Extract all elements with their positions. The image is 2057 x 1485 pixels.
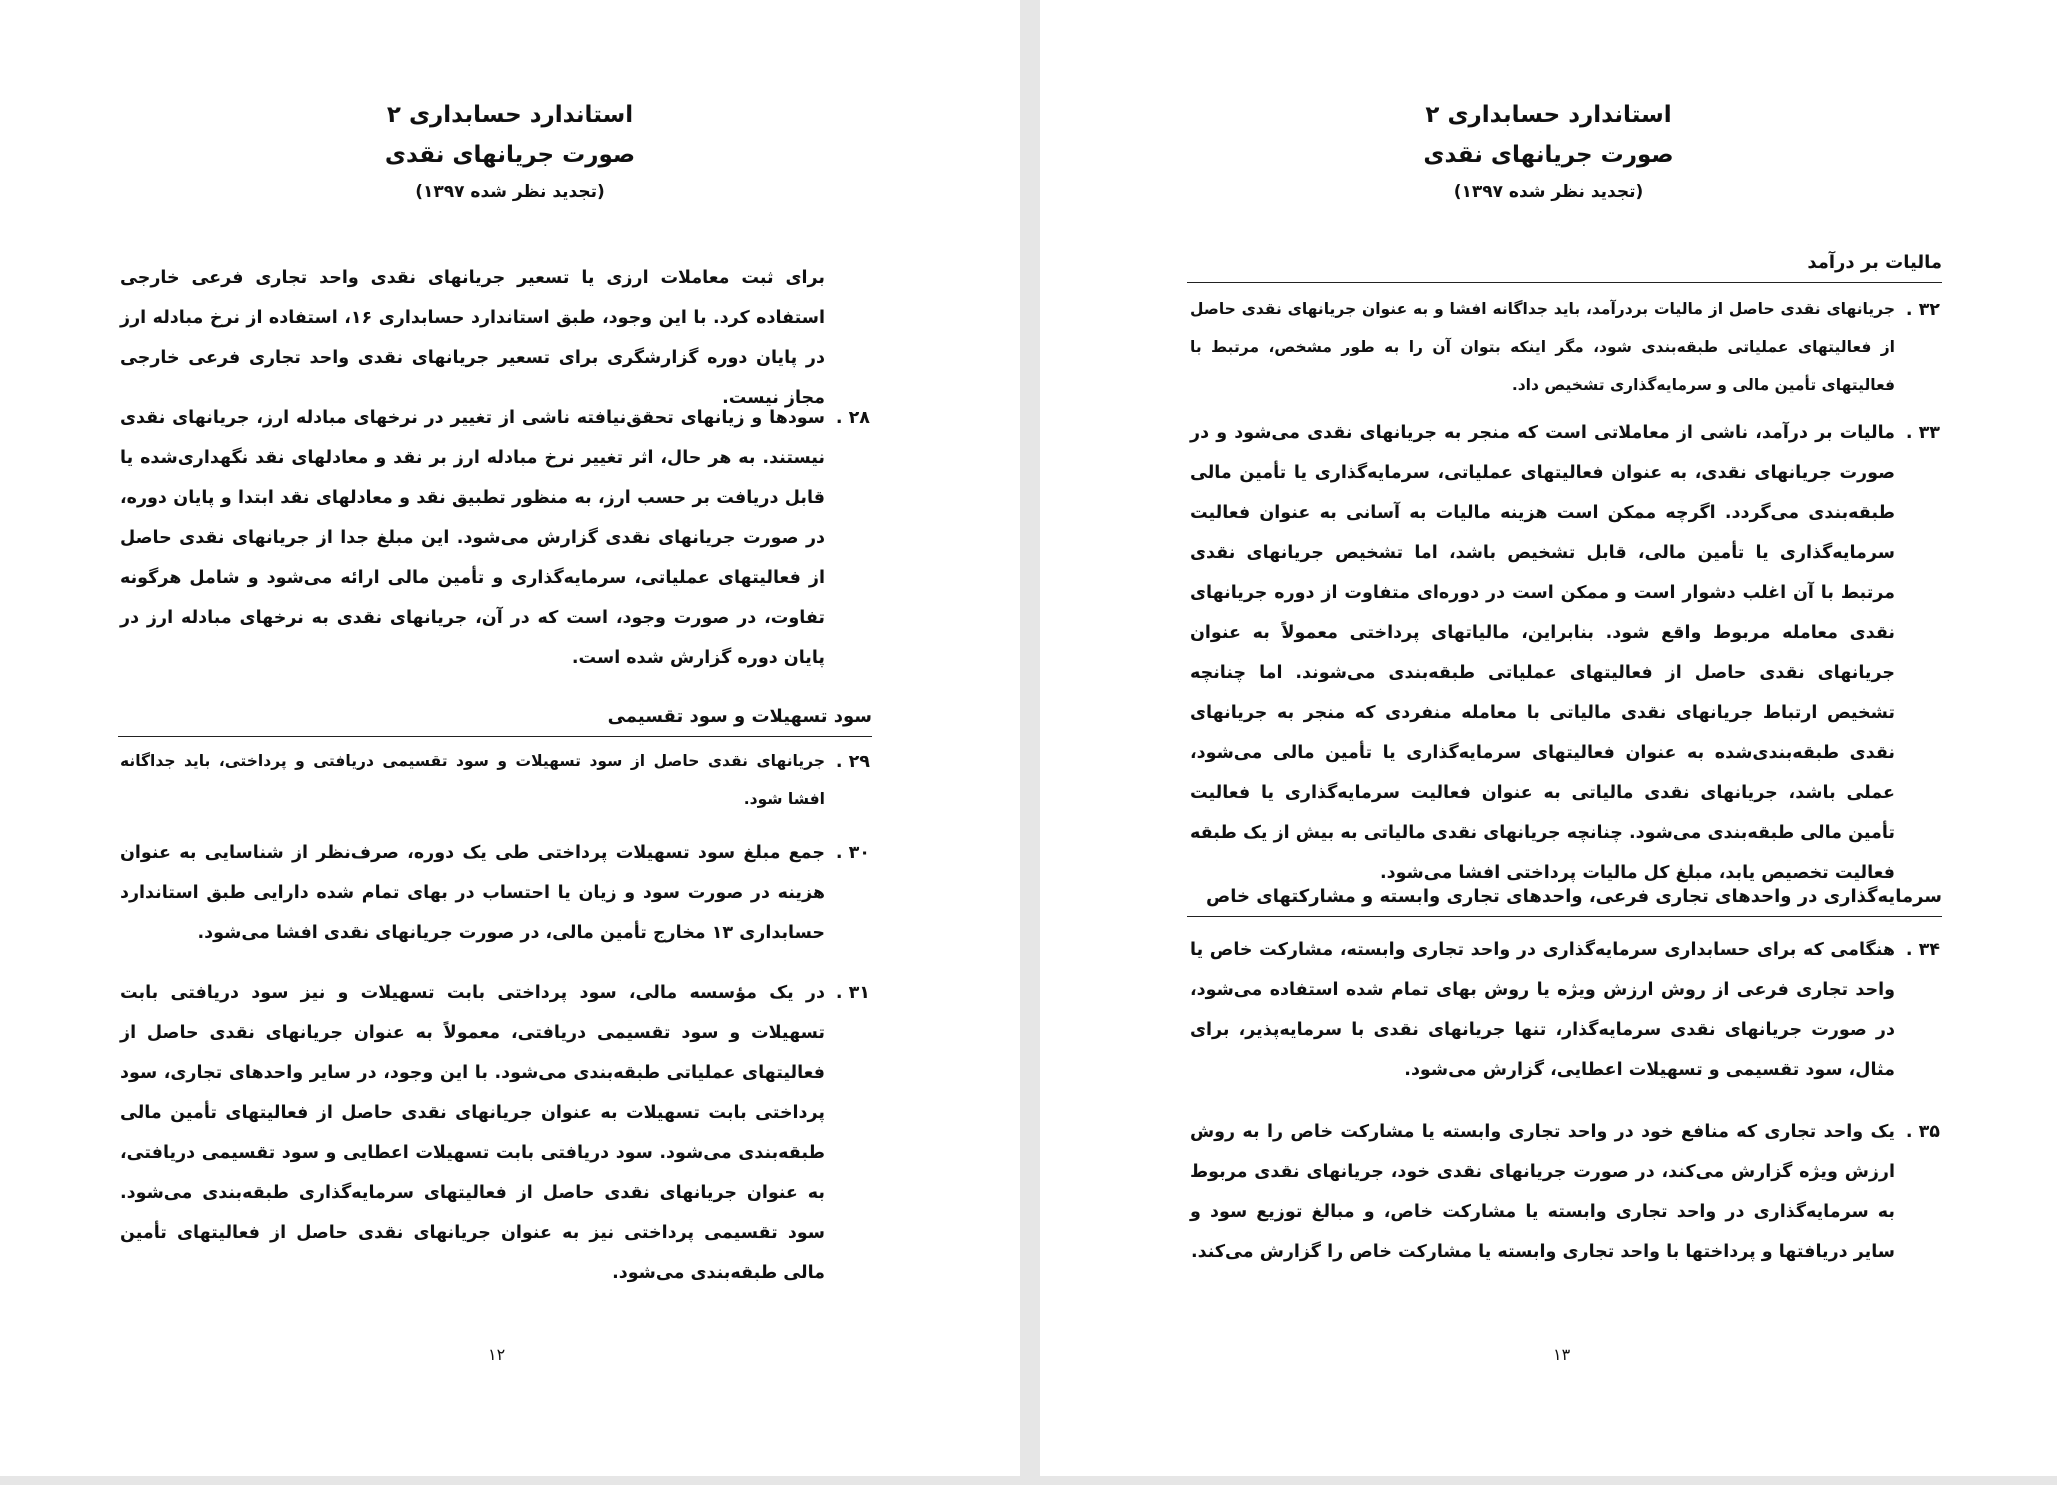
page-number: ۱۳ — [1553, 1345, 1571, 1364]
paragraph-text: یک واحد تجاری که منافع خود در واحد تجاری وابسته یا مشارکت خاص را به روش ارزش ویژه گزارش می‌کند، در صورت جریانهای نقدی خود، جریانهای نقدی مربوط به سرمایه‌گذاری در واحد تجاری وابسته یا مشارکت خاص، و مبالغ توزیع سود و سایر دریافتها و پرداختها با واحد تجاری وابسته یا مشارکت خاص را گزارش می‌کند. — [1190, 1122, 1895, 1262]
paragraph-29 — [120, 742, 870, 818]
paragraph-30 — [120, 833, 870, 953]
document-subtitle: صورت جریانهای نقدی — [384, 142, 636, 168]
paragraph-number: ۳۱ . — [835, 983, 870, 1003]
revision-note: (تجدید نظر شده ۱۳۹۷) — [1453, 182, 1644, 202]
paragraph-text: هنگامی که برای حسابداری سرمایه‌گذاری در واحد تجاری وابسته، مشارکت خاص یا واحد تجاری فرعی از روش ارزش ویژه یا روش بهای تمام شده استفاده می‌شود، در صورت جریانهای نقدی سرمایه‌گذار، تنها جریانهای نقدی با سرمایه‌پذیر، برای مثال، سود تقسیمی و تسهیلات اعطایی، گزارش می‌شود. — [1190, 940, 1895, 1080]
page-header — [0, 95, 1020, 209]
section-heading-income-tax: مالیات بر درآمد — [1187, 248, 1942, 283]
revision-note: (تجدید نظر شده ۱۳۹۷) — [415, 182, 605, 202]
paragraph-text: جمع مبلغ سود تسهیلات پرداختی طی یک دوره، صرف‌نظر از شناسایی به عنوان هزینه در صورت سود و زیان یا احتساب در بهای تمام شده دارایی طبق استاندارد حسابداری ۱۳ مخارج تأمین مالی، در صورت جریانهای نقدی افشا می‌شود. — [120, 843, 825, 943]
paragraph-32 — [1190, 290, 1940, 404]
paragraph-33 — [1190, 413, 1940, 893]
paragraph-text: در یک مؤسسه مالی، سود پرداختی بابت تسهیلات و نیز سود دریافتی بابت تسهیلات و سود تقسیمی دریافتی، معمولاً به عنوان جریانهای نقدی حاصل از فعالیتهای عملیاتی طبقه‌بندی می‌شود. با این وجود، در سایر واحدهای تجاری، سود پرداختی بابت تسهیلات به عنوان جریانهای نقدی حاصل از فعالیتهای تأمین مالی طبقه‌بندی می‌شود. سود دریافتی بابت تسهیلات اعطایی و سود تقسیمی دریافتی، به عنوان جریانهای نقدی حاصل از فعالیتهای سرمایه‌گذاری طبقه‌بندی می‌شود. سود تقسیمی پرداختی نیز به عنوان جریانهای نقدی حاصل از فعالیتهای تأمین مالی طبقه‌بندی می‌شود. — [120, 983, 825, 1283]
paragraph-number: ۳۴ . — [1905, 940, 1940, 960]
paragraph-34 — [1190, 930, 1940, 1090]
document-subtitle: صورت جریانهای نقدی — [1423, 142, 1674, 168]
intro-paragraph: برای ثبت معاملات ارزی یا تسعیر جریانهای نقدی واحد تجاری فرعی خارجی استفاده کرد. با این وجود، طبق استاندارد حسابداری ۱۶، استفاده از نرخ مبادله ارز در پایان دوره گزارشگری برای تسعیر جریانهای نقدی واحد تجاری فرعی خارجی مجاز نیست. — [120, 268, 825, 408]
document-title: استاندارد حسابداری ۲ — [1425, 102, 1672, 128]
paragraph-number: ۳۵ . — [1905, 1122, 1940, 1142]
paragraph-35 — [1190, 1112, 1940, 1272]
section-heading: سود تسهیلات و سود تقسیمی — [118, 702, 872, 737]
paragraph-text: سودها و زیانهای تحقق‌نیافته ناشی از تغییر در نرخهای مبادله ارز، جریانهای نقدی نیستند. به هر حال، اثر تغییر نرخ مبادله ارز بر نقد و معادلهای نقد نگهداری‌شده یا قابل دریافت بر حسب ارز، به منظور تطبیق نقد و معادلهای نقد ابتدا و پایان دوره، در صورت جریانهای نقدی گزارش می‌شود. این مبلغ جدا از جریانهای نقدی حاصل از فعالیتهای عملیاتی، سرمایه‌گذاری و تأمین مالی ارائه می‌شود و شامل هرگونه تفاوت، در صورت وجود، است که در آن، جریانهای نقدی به نرخهای مبادله ارز در پایان دوره گزارش شده است. — [120, 408, 825, 668]
document-title: استاندارد حسابداری ۲ — [386, 102, 634, 128]
section-heading-investments: سرمایه‌گذاری در واحدهای تجاری فرعی، واحدهای تجاری وابسته و مشارکتهای خاص — [1187, 882, 1942, 917]
paragraph-number: ۳۳ . — [1905, 423, 1940, 443]
paragraph-number: ۳۰ . — [835, 843, 870, 863]
paragraph-text: جریانهای نقدی حاصل از مالیات بردرآمد، باید جداگانه افشا و به عنوان جریانهای نقدی حاصل از فعالیتهای عملیاتی طبقه‌بندی شود، مگر اینکه بتوان آن را به طور مشخص، مرتبط با فعالیتهای تأمین مالی و سرمایه‌گذاری تشخیص داد. — [1190, 300, 1895, 394]
left-page — [0, 0, 1020, 1476]
paragraph-31 — [120, 973, 870, 1293]
right-page — [1040, 0, 2057, 1476]
page-number: ۱۲ — [488, 1345, 506, 1364]
paragraph-number: ۳۲ . — [1905, 300, 1940, 320]
paragraph-number: ۲۸ . — [835, 408, 870, 428]
paragraph-text: مالیات بر درآمد، ناشی از معاملاتی است که منجر به جریانهای نقدی می‌شود و در صورت جریانهای نقدی، به عنوان فعالیتهای عملیاتی، سرمایه‌گذاری یا تأمین مالی طبقه‌بندی می‌گردد. اگرچه ممکن است هزینه مالیات به آسانی به عنوان فعالیت سرمایه‌گذاری یا تأمین مالی، قابل تشخیص باشد، اما تشخیص جریانهای نقدی مرتبط با آن اغلب دشوار است و ممکن است در دوره‌ای متفاوت از دوره جریانهای نقدی معامله مربوط واقع شود. بنابراین، مالیاتهای پرداختی معمولاً به عنوان جریانهای نقدی حاصل از فعالیتهای عملیاتی طبقه‌بندی می‌شوند. اما چنانچه تشخیص ارتباط جریانهای نقدی مالیاتی با معامله منفردی که منجر به جریانهای نقدی طبقه‌بندی‌شده به عنوان فعالیتهای سرمایه‌گذاری یا تأمین مالی می‌شود، عملی باشد، جریانهای نقدی مالیاتی به عنوان فعالیت سرمایه‌گذاری یا فعالیت تأمین مالی طبقه‌بندی می‌شود. چنانچه جریانهای نقدی مالیاتی به بیش از یک طبقه فعالیت تخصیص یابد، مبلغ کل مالیات پرداختی افشا می‌شود. — [1190, 423, 1895, 883]
paragraph-number: ۲۹ . — [835, 752, 870, 772]
page-header — [1040, 95, 2057, 209]
paragraph-28 — [120, 398, 870, 678]
paragraph-text: جریانهای نقدی حاصل از سود تسهیلات و سود تقسیمی دریافتی و پرداختی، باید جداگانه افشا شود. — [120, 752, 825, 808]
